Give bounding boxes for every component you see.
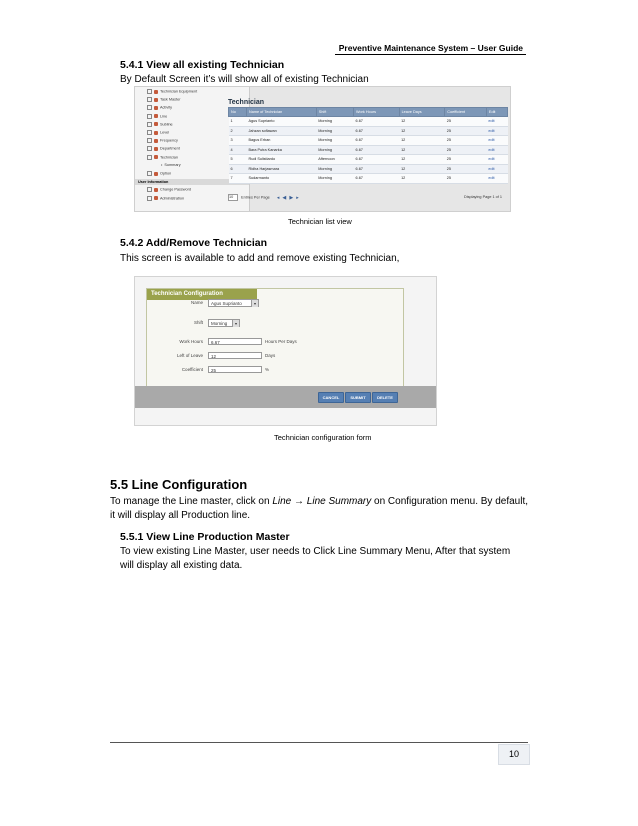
table-cell: 12 [399,126,445,136]
folder-icon [154,122,158,126]
arrow-right-icon: → [294,496,304,507]
table-cell: 12 [399,145,445,155]
tree-item-label: Summary [164,162,181,167]
work-hours-input[interactable]: 6.67 [208,338,262,345]
paragraph-5-4-1: By Default Screen it’s will show all of existing Technician [120,74,369,85]
table-cell: 7 [229,174,247,184]
technician-list-title: Technician [228,99,265,106]
heading-5-4-1: 5.4.1 View all existing Technician [120,59,285,71]
table-cell: 6 [229,164,247,174]
paragraph-5-5 [110,495,528,523]
caption-technician-config: Technician configuration form [274,433,372,442]
tree-item[interactable] [147,105,172,110]
work-hours-label: Work Hours [179,339,203,344]
chevron-down-icon: ▾ [232,320,239,327]
next-page-icon[interactable]: ▶ [289,194,294,201]
tree-item-label: Level [160,130,170,135]
tree-item[interactable] [147,187,191,192]
panel-title: Technician Configuration [147,289,257,300]
tree-item-label: Department [160,146,180,151]
column-header[interactable]: Name of Technician [246,108,316,117]
table-cell: 6.67 [354,145,400,155]
tree-item[interactable] [147,89,197,94]
table-cell: Morning [316,126,353,136]
coefficient-unit: % [265,367,270,372]
table-cell: 6.67 [354,136,400,146]
shift-select[interactable] [208,319,240,327]
folder-icon [154,155,158,159]
shift-label: Shift [193,320,203,325]
table-cell: 25 [445,117,487,127]
page-number: 10 [498,744,530,765]
table-cell: 25 [445,174,487,184]
edit-link[interactable]: edit [486,164,507,174]
per-page-label: Entries Per Page [241,195,270,200]
folder-icon [154,98,158,102]
prev-page-icon[interactable]: ◀ [282,194,287,201]
leave-unit: Days [265,353,276,358]
heading-5-5-1: 5.5.1 View Line Production Master [120,531,290,543]
cancel-button[interactable]: CANCEL [318,392,344,403]
technician-config-screenshot [134,276,437,426]
table-cell: 12 [399,164,445,174]
edit-link[interactable]: edit [486,136,507,146]
tree-item[interactable] [147,138,178,143]
leave-input[interactable]: 12 [208,352,262,359]
expand-icon [147,138,152,143]
table-row [229,126,508,136]
edit-link[interactable]: edit [486,145,507,155]
table-cell: 6.67 [354,126,400,136]
heading-5-4-2: 5.4.2 Add/Remove Technician [120,237,268,249]
edit-link[interactable]: edit [486,117,507,127]
table-cell: Morning [316,145,353,155]
table-row [229,155,508,165]
technician-table [228,107,508,184]
table-cell: Agus Suprianto [246,117,316,127]
table-cell: Ridha Harjasmara [246,164,316,174]
table-cell: 6.67 [354,174,400,184]
expand-icon [147,97,152,102]
folder-icon [154,147,158,151]
table-cell: 25 [445,145,487,155]
table-cell: 25 [445,164,487,174]
table-cell: 6.67 [354,117,400,127]
name-select[interactable] [208,299,259,307]
tree-section-header: User Information [135,179,249,185]
tree-item-label: Administration [160,196,185,201]
folder-icon [154,188,158,192]
menu-line-summary: Line Summary [306,496,372,507]
expand-icon [147,114,152,119]
table-row [229,164,508,174]
tree-item-label: Change Password [160,187,192,192]
per-page-select[interactable] [228,194,238,201]
table-cell: Morning [316,136,353,146]
technician-config-panel [146,288,404,395]
tree-item[interactable] [147,146,180,151]
table-cell: 12 [399,136,445,146]
table-cell: 5 [229,155,247,165]
expand-icon [147,196,152,201]
table-cell: Morning [316,117,353,127]
expand-icon [147,105,152,110]
folder-icon [154,90,158,94]
table-cell: 12 [399,117,445,127]
tree-item[interactable] [147,130,169,135]
tree-item[interactable] [161,163,181,167]
tree-item[interactable] [147,171,171,176]
table-cell: 6.67 [354,155,400,165]
tree-item-label: Technician [160,155,178,160]
table-cell: Jahzan sofiawan [246,126,316,136]
table-cell: 2 [229,126,247,136]
table-row [229,145,508,155]
text-post: on Configuration menu. By default, it will display all Production line. [110,496,529,521]
table-cell: 1 [229,117,247,127]
submit-button[interactable]: SUBMIT [345,392,371,403]
name-select-value: Agus Suprianto [211,301,242,306]
paragraph-5-5-1: To view existing Line Master, user needs to Click Line Summary Menu, After that system will display all existing data. [120,546,511,571]
table-row [229,174,508,184]
tree-item[interactable] [147,114,167,119]
table-cell: 12 [399,155,445,165]
last-page-icon[interactable]: ▸ [296,194,299,201]
column-header[interactable]: Work Hours [354,108,400,117]
tree-item-label: Line [160,114,168,119]
table-cell: 25 [445,126,487,136]
table-cell: 4 [229,145,247,155]
expand-icon [147,89,152,94]
expand-icon [147,122,152,127]
technician-list-screenshot [134,86,511,212]
table-cell: Morning [316,174,353,184]
tree-item-label: Task Master [160,97,181,102]
table-cell: 6.67 [354,164,400,174]
table-body [229,117,508,184]
first-page-icon[interactable]: ◂ [276,194,280,201]
column-header[interactable]: Leave Days [399,108,445,117]
table-cell: Sudarmanto [246,174,316,184]
table-cell: Morning [316,164,353,174]
folder-icon [154,114,158,118]
bullet-icon: • [161,162,163,167]
tree-item-label: Frequency [160,138,178,143]
table-row [229,117,508,127]
tree-item[interactable] [147,97,180,102]
coefficient-input[interactable]: 25 [208,366,262,373]
folder-icon [154,172,158,176]
expand-icon [147,146,152,151]
tree-item[interactable] [147,155,178,160]
column-header[interactable]: Shift [316,108,353,117]
pager-display-text: Displaying Page 1 of 1 [464,195,502,199]
table-cell: 12 [399,174,445,184]
expand-icon [147,171,152,176]
paragraph-5-4-2: This screen is available to add and remove existing Technician, [120,253,400,264]
table-cell: 25 [445,155,487,165]
tree-item[interactable] [147,122,173,127]
document-header: Preventive Maintenance System – User Guide [338,43,523,53]
footer-rule [110,742,528,743]
tree-item[interactable] [147,196,184,201]
tree-item-label: Activity [160,105,173,110]
chevron-down-icon: ▾ [251,300,258,307]
table-cell: Afternoon [316,155,353,165]
expand-icon [147,130,152,135]
table-cell: 3 [229,136,247,146]
table-cell: 25 [445,136,487,146]
table-cell: Rudi Sulistiardo [246,155,316,165]
form-action-bar [135,386,436,408]
edit-link[interactable]: edit [486,174,507,184]
folder-icon [154,131,158,135]
text-pre: To manage the Line master, click on [110,496,273,507]
edit-link[interactable]: edit [486,155,507,165]
folder-icon [154,106,158,110]
name-label: Name [190,300,203,305]
column-header[interactable]: No [229,108,247,117]
menu-line: Line [272,496,292,507]
table-header-row [229,108,508,117]
heading-5-5: 5.5 Line Configuration [110,477,248,492]
shift-select-value: Morning [211,321,228,326]
folder-icon [154,139,158,143]
work-hours-unit: Hours Per Days [265,339,297,344]
pager [228,194,508,202]
expand-icon [147,187,152,192]
column-header[interactable]: Coefficient [445,108,487,117]
folder-icon [154,196,158,200]
coefficient-label: Coefficient [181,367,203,372]
tree-item-label: Option [160,171,172,176]
tree-item-label: Technician Equipment [160,89,198,94]
expand-icon [147,155,152,160]
tree-item-label: Subline [160,122,173,127]
leave-label: Left of Leave [176,353,203,358]
per-page-value: 10 [229,195,234,199]
column-header[interactable]: Edit [486,108,507,117]
delete-button[interactable]: DELETE [372,392,398,403]
table-cell: Bagus Erban [246,136,316,146]
table-row [229,136,508,146]
caption-technician-list: Technician list view [288,217,352,226]
edit-link[interactable]: edit [486,126,507,136]
table-cell: Bara Putra Kanarka [246,145,316,155]
header-rule [335,54,526,55]
